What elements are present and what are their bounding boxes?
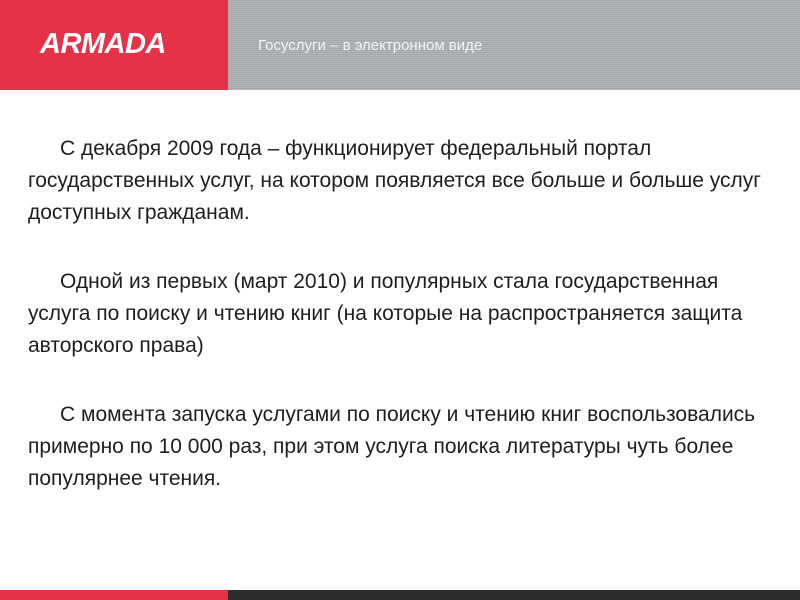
bottom-bar-red	[0, 590, 228, 600]
paragraph-first-service: Одной из первых (март 2010) и популярных стала государственная услуга по поиску и чтению книг (на которые на распространяется защита авторского права)	[28, 270, 743, 357]
slide-content	[28, 133, 778, 532]
armada-logo: ARMADA	[40, 28, 166, 60]
title-band	[228, 0, 800, 90]
header-title: Госуслуги – в электронном виде	[258, 37, 483, 54]
bottom-bar	[0, 590, 800, 600]
bottom-bar-dark	[228, 590, 800, 600]
brand-block	[0, 0, 228, 90]
paragraph-usage: С момента запуска услугами по поиску и чтению книг воспользовались примерно по 10 000 раз, при этом услуга поиска литературы чуть более популярнее чтения.	[28, 403, 756, 490]
paragraph-portal: С декабря 2009 года – функционирует федеральный портал государственных услуг, на котором появляется все больше и больше услуг доступных гражданам.	[28, 137, 761, 224]
slide-header	[0, 0, 800, 90]
